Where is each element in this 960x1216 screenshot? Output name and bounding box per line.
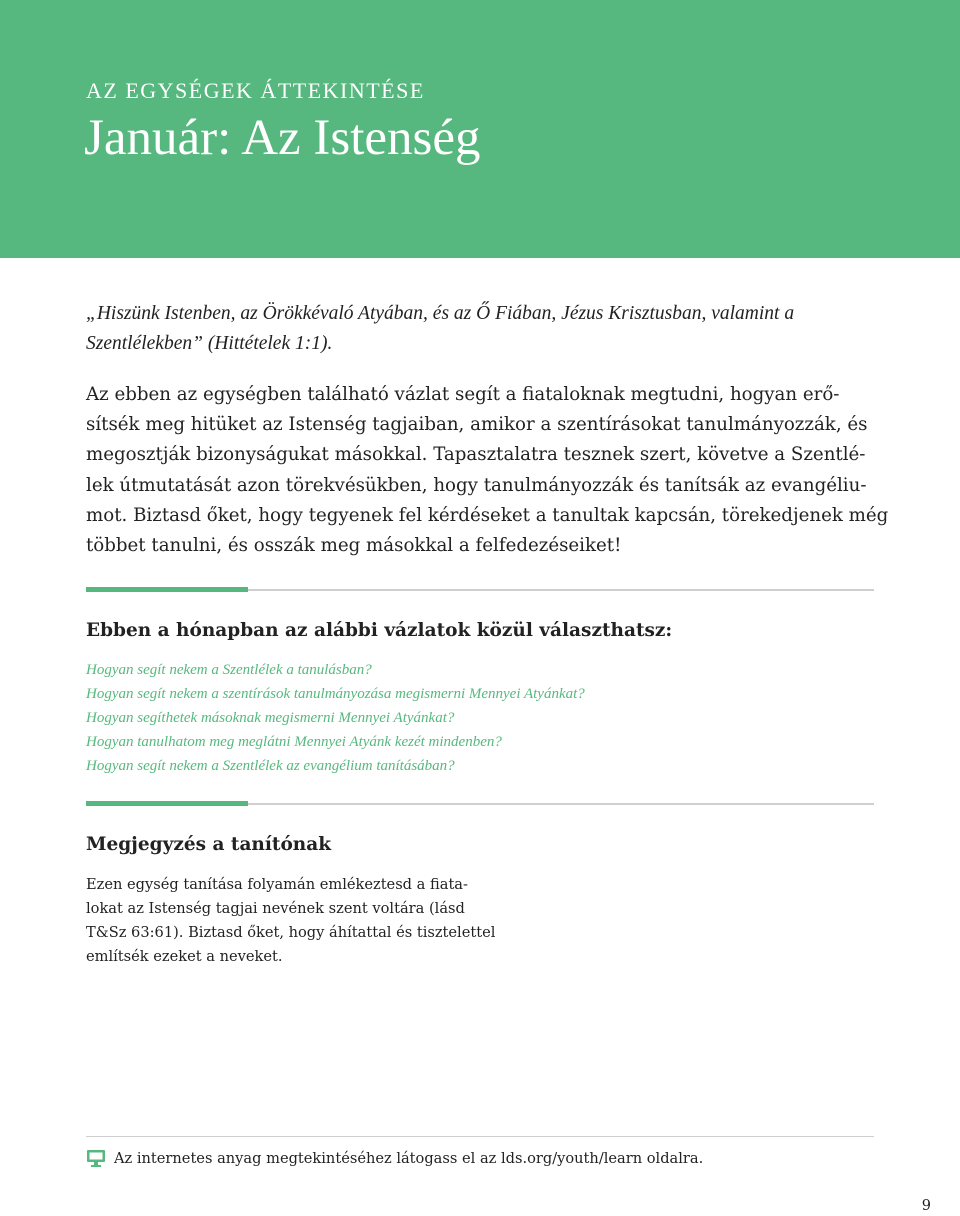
- note-line: lokat az Istenség tagjai nevének szent voltára (lásd: [86, 900, 465, 917]
- page-title: Január: Az Istenség: [84, 110, 481, 166]
- quote-line: Szentlélekben” (Hittételek 1:1).: [86, 333, 333, 354]
- intro-line: lek útmutatását azon törekvésükben, hogy tanulmányozzák és tanítsák az evangéliu-: [86, 474, 867, 496]
- intro-line: többet tanulni, és osszák meg másokkal a felfedezéseiket!: [86, 535, 622, 557]
- header-banner: [0, 0, 960, 258]
- outline-link[interactable]: Hogyan tanulhatom meg meglátni Mennyei Atyánk kezét mindenben?: [86, 734, 502, 750]
- section-kicker: AZ EGYSÉGEK ÁTTEKINTÉSE: [86, 78, 425, 103]
- divider-accent: [86, 801, 248, 806]
- outline-list: [86, 658, 585, 778]
- note-line: említsék ezeket a neveket.: [86, 948, 283, 965]
- outline-link[interactable]: Hogyan segít nekem a szentírások tanulmányozása megismerni Mennyei Atyánkat?: [86, 686, 585, 702]
- section-divider: [86, 589, 874, 591]
- intro-line: mot. Biztasd őket, hogy tegyenek fel kérdéseket a tanultak kapcsán, törekedjenek még: [86, 504, 889, 526]
- intro-line: Az ebben az egységben található vázlat segít a fiataloknak megtudni, hogyan erő-: [86, 384, 840, 405]
- intro-line: megosztják bizonyságukat másokkal. Tapasztalatra tesznek szert, követve a Szentlé-: [86, 444, 866, 466]
- footer-divider: [86, 1136, 874, 1137]
- note-line: Ezen egység tanítása folyamán emlékeztesd a fiata-: [86, 876, 468, 893]
- page-number: 9: [921, 1198, 931, 1214]
- divider-accent: [86, 587, 248, 592]
- teacher-note-heading: Megjegyzés a tanítónak: [86, 834, 332, 855]
- outline-link[interactable]: Hogyan segít nekem a Szentlélek a tanulásban?: [86, 662, 372, 678]
- outline-link[interactable]: Hogyan segít nekem a Szentlélek az evangélium tanításában?: [86, 758, 455, 774]
- quote-line: „Hiszünk Istenben, az Örökkévaló Atyában, és az Ő Fiában, Jézus Krisztusban, valamint a: [86, 303, 795, 324]
- scripture-quote: [86, 299, 876, 359]
- intro-paragraph: [86, 380, 889, 561]
- footer-link-text[interactable]: Az internetes anyag megtekintéséhez látogass el az lds.org/youth/learn oldalra.: [114, 1149, 704, 1167]
- teacher-note-text: [86, 873, 496, 969]
- section-divider: [86, 803, 874, 805]
- outline-link[interactable]: Hogyan segíthetek másoknak megismerni Mennyei Atyánkat?: [86, 710, 455, 726]
- monitor-icon: [86, 1148, 106, 1168]
- note-line: T&Sz 63:61). Biztasd őket, hogy áhítattal és tisztelettel: [86, 924, 496, 941]
- intro-line: sítsék meg hitüket az Istenség tagjaiban, amikor a szentírásokat tanulmányozzák, és: [86, 414, 868, 436]
- footer: [86, 1148, 703, 1168]
- outlines-heading: Ebben a hónapban az alábbi vázlatok közül választhatsz:: [86, 620, 673, 641]
